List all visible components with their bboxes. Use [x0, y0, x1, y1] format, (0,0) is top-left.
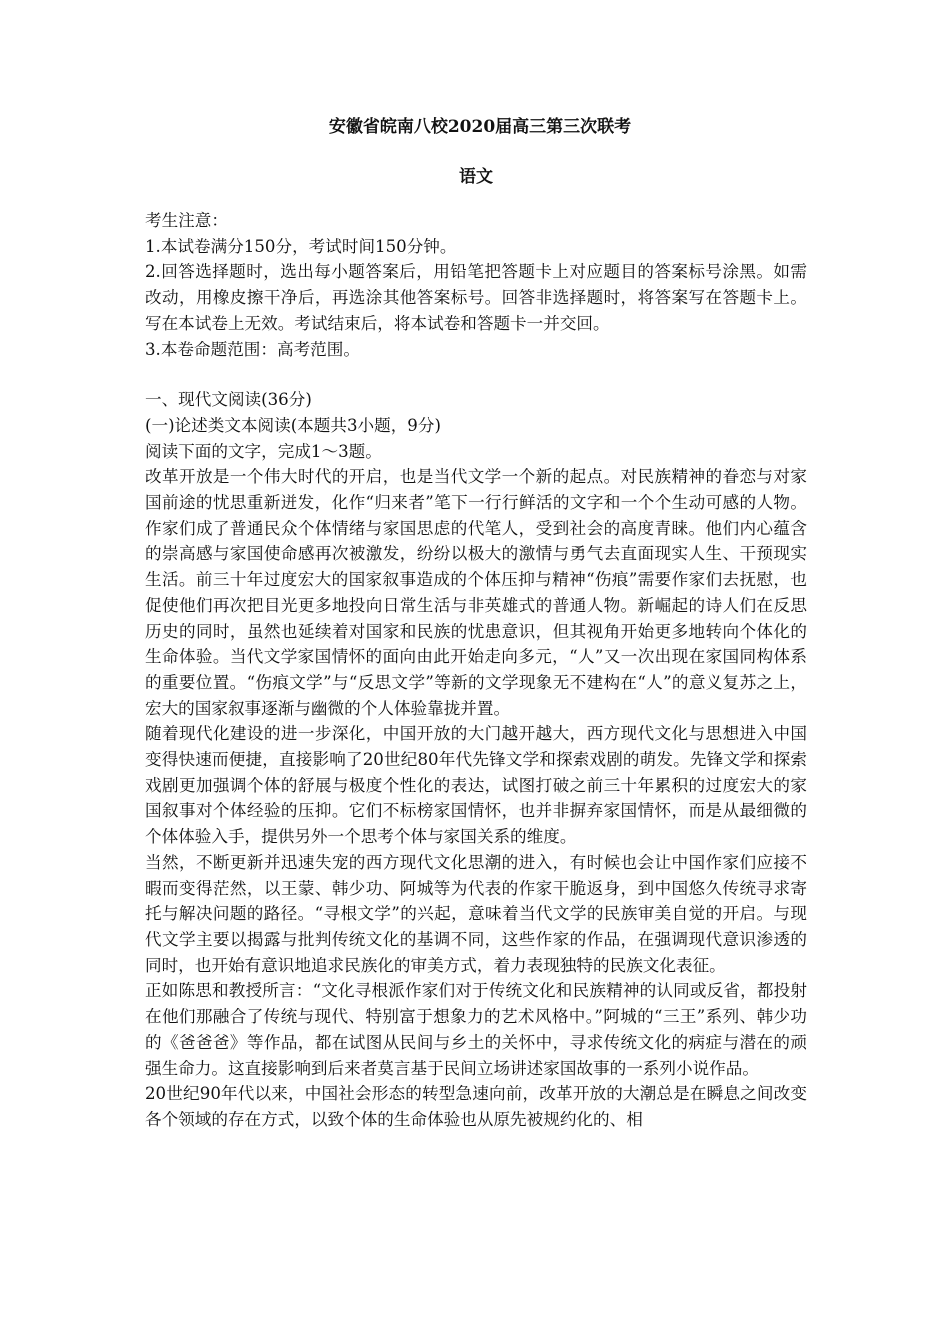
passage-paragraph-3: 当然，不断更新并迅速失宠的西方现代文化思潮的进入，有时候也会让中国作家们应接不暇而变得茫然，以王蒙、韩少功、阿城等为代表的作家干脆返身，到中国悠久传统寻求寄托与解决问题的路径。“寻根文学”的兴起，意味着当代文学的民族审美自觉的开启。与现代文学主要以揭露与批判传统文化的基调不同，这些作家的作品，在强调现代意识渗透的同时，也开始有意识地追求民族化的审美方式，着力表现独特的民族文化表征。	[145, 852, 807, 975]
spacer	[145, 362, 807, 387]
passage-paragraph-4: 正如陈思和教授所言：“文化寻根派作家们对于传统文化和民族精神的认同或反省，都投射在他们那融合了传统与现代、特别富于想象力的艺术风格中。”阿城的“三王”系列、韩少功的《爸爸爸》等作品，都在试图从民间与乡土的关怀中，寻求传统文化的病症与潜在的顽强生命力。这直接影响到后来者莫言基于民间立场讲述家国故事的一系列小说作品。	[145, 981, 807, 1078]
section-heading: 一、现代文阅读(36分)	[145, 390, 312, 410]
notice-item-1: 1.本试卷满分150分，考试时间150分钟。	[145, 236, 457, 256]
section-subheading: (一)论述类文本阅读(本题共3小题，9分)	[145, 415, 441, 435]
passage-paragraph-2: 随着现代化建设的进一步深化，中国开放的大门越开越大，西方现代文化与思想进入中国变得快速而便捷，直接影响了20世纪80年代先锋文学和探索戏剧的萌发。先锋文学和探索戏剧更加强调个体的舒展与极度个性化的表达，试图打破之前三十年累积的过度宏大的家国叙事对个体经验的压抑。它们不标榜家国情怀，也并非摒弃家国情怀，而是从最细微的个体体验入手，提供另外一个思考个体与家国关系的维度。	[145, 724, 807, 847]
notice-item-3: 3.本卷命题范围：高考范围。	[145, 339, 360, 359]
exam-title: 安徽省皖南八校2020届高三第三次联考	[328, 117, 632, 137]
notice-item-2: 2.回答选择题时，选出每小题答案后，用铅笔把答题卡上对应题目的答案标号涂黑。如需改动，用橡皮擦干净后，再选涂其他答案标号。回答非选择题时，将答案写在答题卡上。写在本试卷上无效。考试结束后，将本试卷和答题卡一并交回。	[145, 262, 807, 333]
candidate-notice	[145, 208, 807, 362]
notice-heading: 考生注意：	[145, 211, 228, 230]
passage-paragraph-5: 20世纪90年代以来，中国社会形态的转型急速向前，改革开放的大潮总是在瞬息之间改变各个领域的存在方式，以致个体的生命体验也从原先被规约化的、相	[145, 1084, 807, 1129]
reading-section	[145, 387, 807, 1132]
section-instruction: 阅读下面的文字，完成1～3题。	[145, 441, 382, 461]
subject-title: 语文	[459, 167, 493, 187]
exam-page	[145, 110, 807, 1133]
passage-paragraph-1: 改革开放是一个伟大时代的开启，也是当代文学一个新的起点。对民族精神的眷恋与对家国前途的忧思重新迸发，化作“归来者”笔下一行行鲜活的文字和一个个生动可感的人物。作家们成了普通民众个体情绪与家国思虑的代笔人，受到社会的高度青睐。他们内心蕴含的崇高感与家国使命感再次被激发，纷纷以极大的激情与勇气去直面现实人生、干预现实生活。前三十年过度宏大的国家叙事造成的个体压抑与精神“伤痕”需要作家们去抚慰，也促使他们再次把目光更多地投向日常生活与非英雄式的普通人物。新崛起的诗人们在反思历史的同时，虽然也延续着对国家和民族的忧患意识，但其视角开始更多地转向个体化的生命体验。当代文学家国情怀的面向由此开始走向多元，“人”又一次出现在家国同构体系的重要位置。“伤痕文学”与“反思文学”等新的文学现象无不建构在“人”的意义复苏之上，宏大的国家叙事逐渐与幽微的个人体验靠拢并置。	[145, 467, 807, 718]
